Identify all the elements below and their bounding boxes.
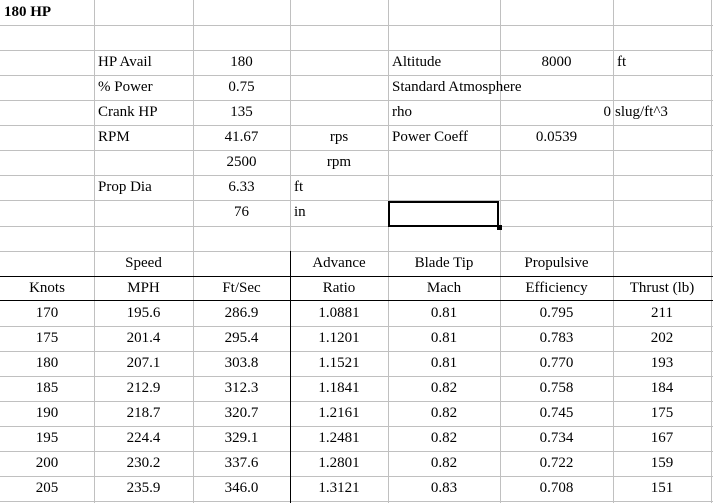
altitude-label[interactable]: Altitude [392,54,442,70]
table-cell-mach[interactable]: 0.82 [430,380,458,396]
table-cell-mach[interactable]: 0.82 [430,405,458,421]
header-knots[interactable]: Knots [29,280,65,296]
table-cell-mph[interactable]: 207.1 [126,355,161,371]
altitude-value[interactable]: 8000 [541,54,572,70]
prop-dia-ft-value[interactable]: 6.33 [228,179,255,195]
table-cell-mach[interactable]: 0.83 [430,480,458,496]
gridline [0,226,713,227]
pct-power-label[interactable]: % Power [98,79,153,95]
table-cell-mph[interactable]: 218.7 [126,405,161,421]
sheet-title[interactable]: 180 HP [4,4,52,20]
header-thrust[interactable]: Thrust (lb) [629,280,695,296]
hp-avail-label[interactable]: HP Avail [98,54,152,70]
crank-hp-label[interactable]: Crank HP [98,104,158,120]
table-cell-thrust[interactable]: 211 [651,305,673,321]
table-cell-ftsec[interactable]: 337.6 [224,455,259,471]
table-cell-mph[interactable]: 195.6 [126,305,161,321]
header-ftsec[interactable]: Ft/Sec [222,280,261,296]
header-mach[interactable]: Mach [426,280,462,296]
table-cell-mph[interactable]: 235.9 [126,480,161,496]
table-cell-knots[interactable]: 205 [35,480,59,496]
hp-avail-value[interactable]: 180 [230,54,253,70]
table-cell-knots[interactable]: 200 [35,455,59,471]
header-speed[interactable]: Speed [125,255,162,271]
table-cell-mach[interactable]: 0.82 [430,455,458,471]
table-cell-mph[interactable]: 212.9 [126,380,161,396]
table-cell-ratio[interactable]: 1.2801 [318,455,360,471]
crank-hp-value[interactable]: 135 [230,104,253,120]
table-cell-knots[interactable]: 185 [35,380,59,396]
table-cell-mph[interactable]: 201.4 [126,330,161,346]
rpm-label[interactable]: RPM [98,129,130,145]
header-advance[interactable]: Advance [312,255,366,271]
table-cell-thrust[interactable]: 175 [650,405,674,421]
table-cell-efficiency[interactable]: 0.745 [539,405,574,421]
table-cell-mach[interactable]: 0.82 [430,430,458,446]
rps-value[interactable]: 41.67 [224,129,259,145]
standard-atmosphere-label[interactable]: Standard Atmosphere [392,79,522,95]
table-cell-mach[interactable]: 0.81 [430,330,458,346]
table-cell-knots[interactable]: 175 [35,330,59,346]
prop-dia-in-value[interactable]: 76 [234,204,249,220]
table-cell-thrust[interactable]: 151 [650,480,674,496]
header-propulsive[interactable]: Propulsive [524,255,589,271]
table-cell-mach[interactable]: 0.81 [430,355,458,371]
header-ratio[interactable]: Ratio [322,280,356,296]
rps-unit[interactable]: rps [329,129,349,145]
altitude-unit[interactable]: ft [617,54,627,70]
header-efficiency[interactable]: Efficiency [525,280,588,296]
table-cell-thrust[interactable]: 202 [650,330,674,346]
table-cell-efficiency[interactable]: 0.758 [539,380,574,396]
rpm-unit[interactable]: rpm [326,154,352,170]
table-cell-ratio[interactable]: 1.2161 [318,405,360,421]
table-cell-thrust[interactable]: 167 [650,430,674,446]
table-cell-ratio[interactable]: 1.1201 [318,330,360,346]
in-unit[interactable]: in [294,204,306,220]
table-cell-knots[interactable]: 180 [35,355,59,371]
fill-handle[interactable] [497,225,502,230]
table-cell-knots[interactable]: 195 [35,430,59,446]
table-cell-efficiency[interactable]: 0.783 [539,330,574,346]
header-blade-tip[interactable]: Blade Tip [414,255,474,271]
table-cell-efficiency[interactable]: 0.734 [539,430,574,446]
table-cell-ratio[interactable]: 1.2481 [318,430,360,446]
table-cell-ftsec[interactable]: 346.0 [224,480,259,496]
pct-power-value[interactable]: 0.75 [228,79,255,95]
table-cell-ratio[interactable]: 1.1841 [318,380,360,396]
power-coeff-label[interactable]: Power Coeff [392,129,468,145]
table-cell-ftsec[interactable]: 329.1 [224,430,259,446]
prop-dia-label[interactable]: Prop Dia [98,179,152,195]
table-cell-knots[interactable]: 170 [35,305,59,321]
table-cell-ratio[interactable]: 1.0881 [318,305,360,321]
table-cell-efficiency[interactable]: 0.770 [539,355,574,371]
table-cell-ratio[interactable]: 1.3121 [318,480,360,496]
table-cell-ratio[interactable]: 1.1521 [318,355,360,371]
rho-label[interactable]: rho [392,104,412,120]
table-cell-mach[interactable]: 0.81 [430,305,458,321]
table-cell-ftsec[interactable]: 295.4 [224,330,259,346]
table-cell-mph[interactable]: 224.4 [126,430,161,446]
rho-value[interactable]: 0 [603,104,611,120]
table-cell-efficiency[interactable]: 0.708 [539,480,574,496]
table-cell-thrust[interactable]: 193 [650,355,674,371]
table-cell-ftsec[interactable]: 312.3 [224,380,259,396]
table-cell-ftsec[interactable]: 303.8 [224,355,259,371]
gridline [0,25,713,26]
rho-unit[interactable]: slug/ft^3 [615,104,668,120]
power-coeff-value[interactable]: 0.0539 [535,129,578,145]
table-cell-thrust[interactable]: 184 [650,380,674,396]
active-cell-selection[interactable] [388,201,499,227]
ft-unit[interactable]: ft [294,179,304,195]
header-mph[interactable]: MPH [127,280,160,296]
table-cell-ftsec[interactable]: 286.9 [224,305,259,321]
table-cell-efficiency[interactable]: 0.722 [539,455,574,471]
table-cell-thrust[interactable]: 159 [650,455,674,471]
rpm-value[interactable]: 2500 [226,154,257,170]
table-cell-knots[interactable]: 190 [35,405,59,421]
table-cell-efficiency[interactable]: 0.795 [539,305,574,321]
table-cell-ftsec[interactable]: 320.7 [224,405,259,421]
table-cell-mph[interactable]: 230.2 [126,455,161,471]
gridline [0,501,713,502]
